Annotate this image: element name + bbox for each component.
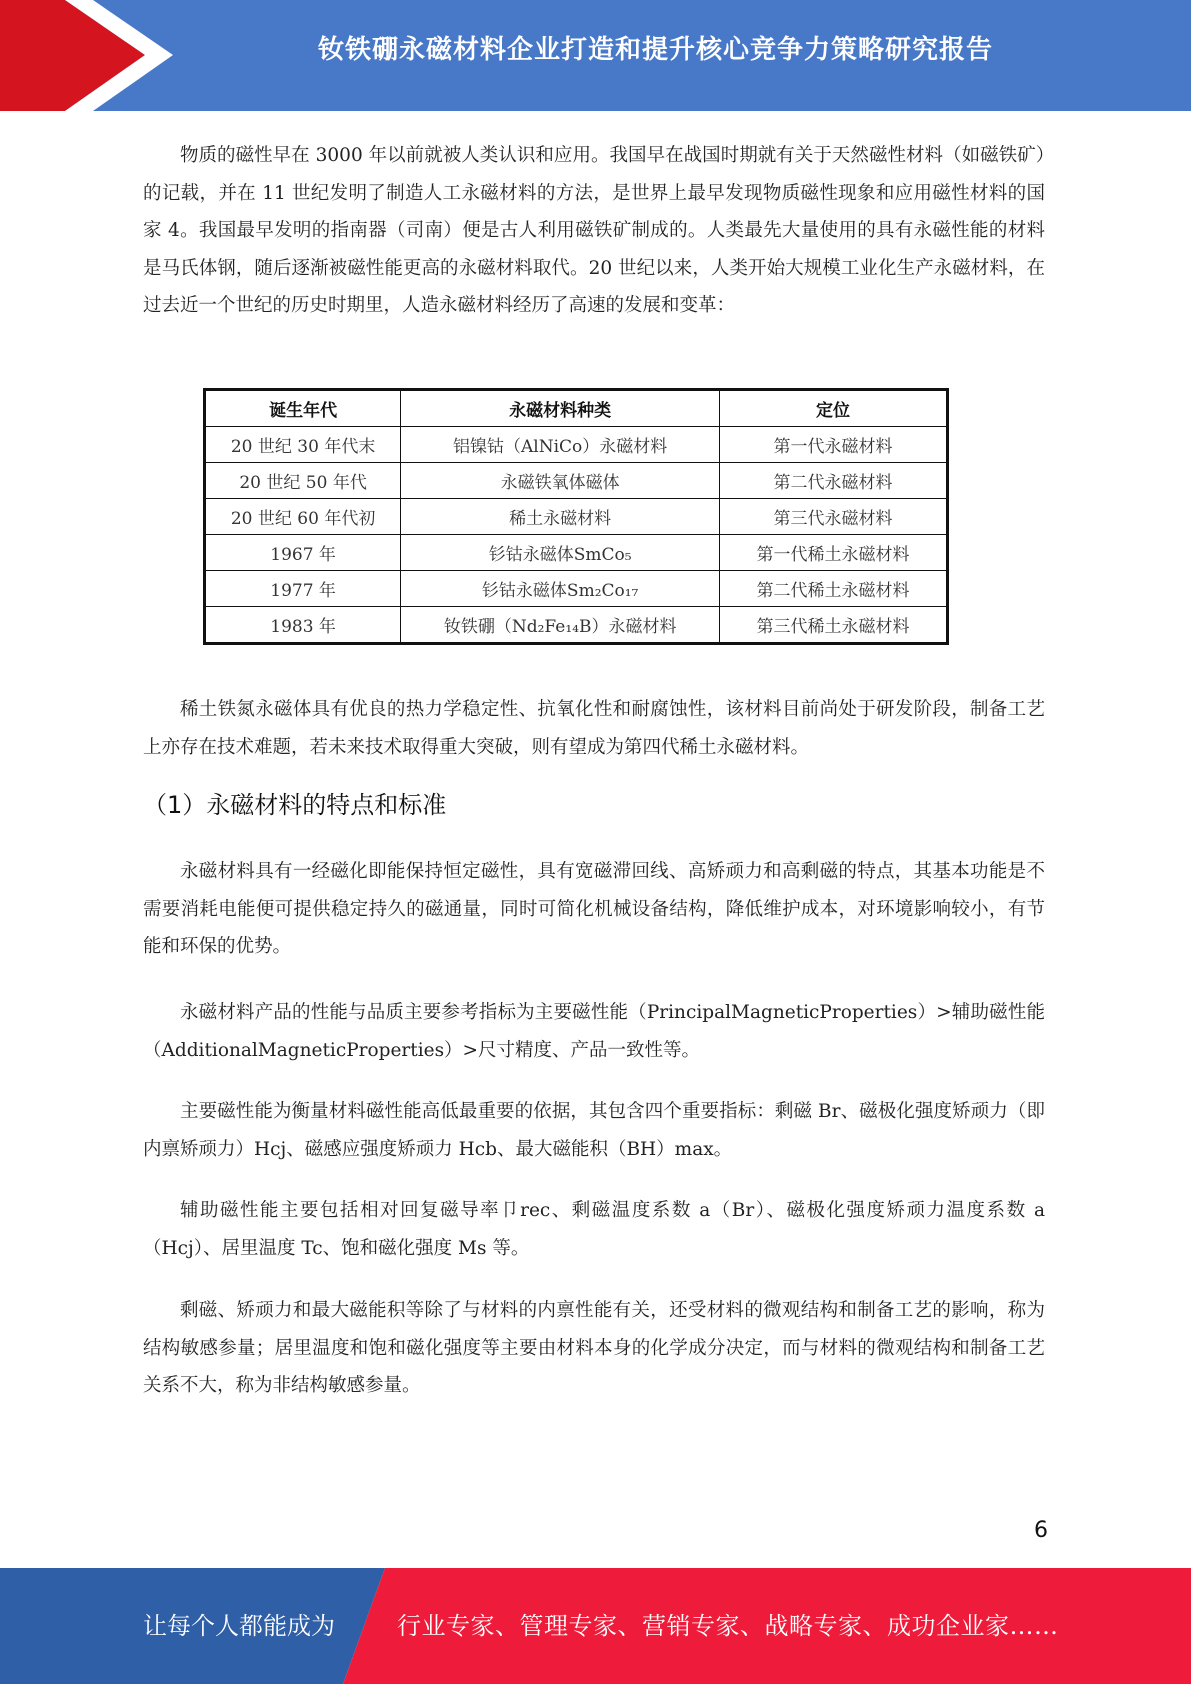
table-row [205,535,948,571]
table-cell: 第二代稀土永磁材料 [720,571,948,607]
document-title: 钕铁硼永磁材料企业打造和提升核心竞争力策略研究报告 [317,35,993,65]
table-cell: 20 世纪 50 年代 [205,463,401,499]
footer-slogan-left: 让每个人都能成为 [143,1612,335,1640]
table-cell: 第三代永磁材料 [720,499,948,535]
table-cell: 1967 年 [205,535,401,571]
magnet-history-table [203,388,949,645]
table-row [205,571,948,607]
table-cell: 钐钴永磁体SmCo₅ [401,535,720,571]
section-paragraph-indicators: 永磁材料产品的性能与品质主要参考指标为主要磁性能（PrincipalMagneticProperties）>辅助磁性能（AdditionalMagneticProperties）>尺寸精度、产品一致性等。 [143,1002,1045,1061]
table-row [205,427,948,463]
page-footer [0,1568,1191,1684]
intro-paragraph: 物质的磁性早在 3000 年以前就被人类认识和应用。我国早在战国时期就有关于天然磁性材料（如磁铁矿）的记载，并在 11 世纪发明了制造人工永磁材料的方法，是世界上最早发现物质磁性现象和应用磁性材料的国家 4。我国最早发明的指南器（司南）便是古人利用磁铁矿制成的。人类最先大量使用的具有永磁性能的材料是马氏体钢，随后逐渐被磁性能更高的永磁材料取代。20 世纪以来，人类开始大规模工业化生产永磁材料，在过去近一个世纪的历史时期里，人造永磁材料经历了高速的发展和变革： [143,145,1045,316]
section-paragraph-features: 永磁材料具有一经磁化即能保持恒定磁性，具有宽磁滞回线、高矫顽力和高剩磁的特点，其基本功能是不需要消耗电能便可提供稳定持久的磁通量，同时可简化机械设备结构，降低维护成本，对环境影响较小，有节能和环保的优势。 [143,861,1045,957]
section-heading: （1）永磁材料的特点和标准 [143,791,447,819]
column-header-position: 定位 [720,390,948,427]
table-cell: 第一代稀土永磁材料 [720,535,948,571]
column-header-material: 永磁材料种类 [401,390,720,427]
table-cell: 20 世纪 30 年代末 [205,427,401,463]
table-cell: 稀土永磁材料 [401,499,720,535]
table-cell: 第一代永磁材料 [720,427,948,463]
table-cell: 钕铁硼（Nd₂Fe₁₄B）永磁材料 [401,607,720,644]
table-cell: 1977 年 [205,571,401,607]
table-cell: 第三代稀土永磁材料 [720,607,948,644]
table-cell: 20 世纪 60 年代初 [205,499,401,535]
section-paragraph-sensitivity: 剩磁、矫顽力和最大磁能积等除了与材料的内禀性能有关，还受材料的微观结构和制备工艺的影响，称为结构敏感参量；居里温度和饱和磁化强度等主要由材料本身的化学成分决定，而与材料的微观结构和制备工艺关系不大，称为非结构敏感参量。 [143,1300,1045,1396]
table-row [205,463,948,499]
table-header-row [205,390,948,427]
footer-slogan-right: 行业专家、管理专家、营销专家、战略专家、成功企业家…… [397,1612,1059,1640]
table-cell: 1983 年 [205,607,401,644]
rare-earth-iron-nitrogen-paragraph: 稀土铁氮永磁体具有优良的热力学稳定性、抗氧化性和耐腐蚀性，该材料目前尚处于研发阶段，制备工艺上亦存在技术难题，若未来技术取得重大突破，则有望成为第四代稀土永磁材料。 [143,699,1045,758]
table-cell: 第二代永磁材料 [720,463,948,499]
table-row [205,607,948,644]
table-cell: 钐钴永磁体Sm₂Co₁₇ [401,571,720,607]
column-header-era: 诞生年代 [205,390,401,427]
table-cell: 铝镍钴（AlNiCo）永磁材料 [401,427,720,463]
table-row [205,499,948,535]
section-paragraph-auxiliary-properties: 辅助磁性能主要包括相对回复磁导率卩rec、剩磁温度系数 a（Br）、磁极化强度矫顽力温度系数 a（Hcj）、居里温度 Tc、饱和磁化强度 Ms 等。 [143,1200,1045,1259]
page-number: 6 [1034,1518,1048,1543]
section-paragraph-main-properties: 主要磁性能为衡量材料磁性能高低最重要的依据，其包含四个重要指标：剩磁 Br、磁极化强度矫顽力（即内禀矫顽力）Hcj、磁感应强度矫顽力 Hcb、最大磁能积（BH）max。 [143,1101,1045,1160]
page-header [0,0,1191,111]
table-cell: 永磁铁氧体磁体 [401,463,720,499]
